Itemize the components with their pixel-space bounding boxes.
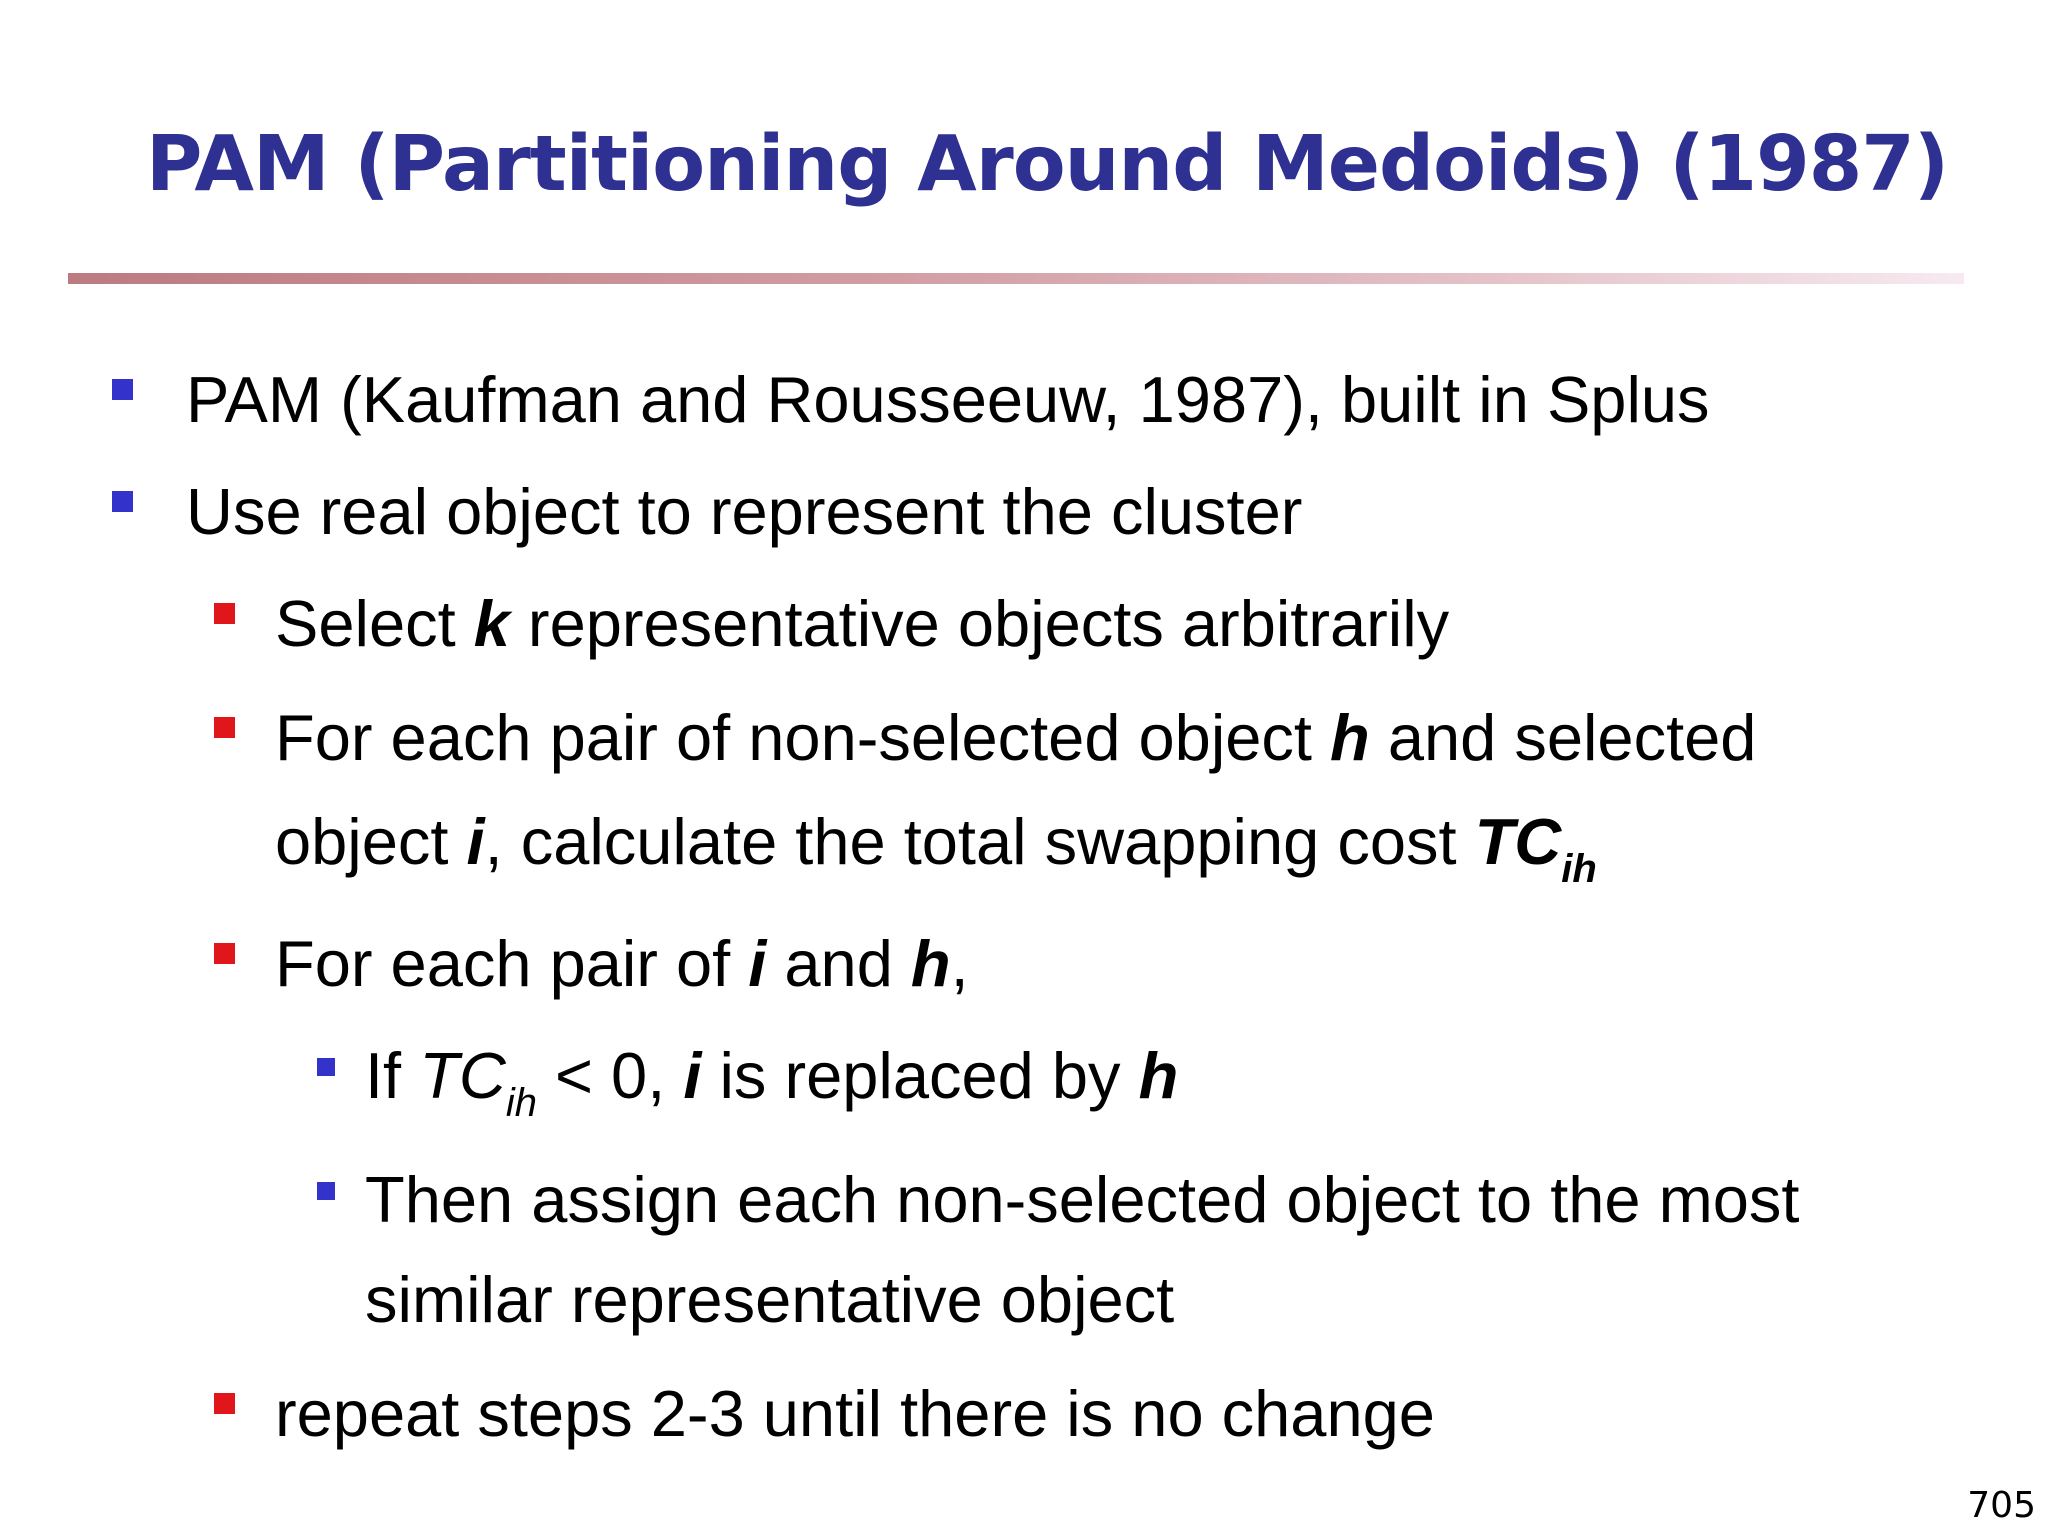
bullet-text: For each pair of i and h, bbox=[275, 927, 969, 1000]
sub-bullet-item-4 bbox=[275, 1362, 1435, 1466]
square-bullet-icon bbox=[214, 603, 235, 624]
square-bullet-icon bbox=[214, 943, 235, 964]
bullet-text: If $TC_{ih} < 0$, i is replaced by h bbox=[365, 1039, 1179, 1125]
square-bullet-icon bbox=[317, 1058, 335, 1076]
bullet-text: For each pair of non-selected object h and selected bbox=[275, 701, 1757, 774]
slide-title: PAM (Partitioning Around Medoids) (1987) bbox=[146, 120, 1949, 209]
sub-bullet-item-3 bbox=[275, 912, 969, 1016]
square-bullet-icon bbox=[112, 379, 133, 400]
bullet-item-1 bbox=[186, 348, 1710, 452]
bullet-text: similar representative object bbox=[365, 1263, 1175, 1336]
bullet-item-2 bbox=[186, 460, 1302, 564]
square-bullet-icon bbox=[214, 717, 235, 738]
sub-bullet-item-2-continuation bbox=[275, 790, 1597, 903]
bullet-text: Select k representative objects arbitrarily bbox=[275, 587, 1450, 660]
sub-sub-bullet-item-1 bbox=[365, 1024, 1178, 1137]
page-number: 705 bbox=[1967, 1485, 2036, 1526]
square-bullet-icon bbox=[317, 1182, 335, 1200]
bullet-text: Then assign each non-selected object to the most bbox=[365, 1163, 1800, 1236]
bullet-text: PAM (Kaufman and Rousseeuw, 1987), built in Splus bbox=[186, 363, 1710, 436]
bullet-text: object i, calculate the total swapping cost $TC_{ih}$ bbox=[275, 805, 1597, 891]
square-bullet-icon bbox=[214, 1393, 235, 1414]
square-bullet-icon bbox=[112, 491, 133, 512]
sub-bullet-item-2 bbox=[275, 686, 1756, 790]
bullet-text: repeat steps 2-3 until there is no change bbox=[275, 1377, 1435, 1450]
bullet-text: Use real object to represent the cluster bbox=[186, 475, 1303, 548]
sub-sub-bullet-item-2-continuation bbox=[365, 1248, 1174, 1352]
sub-bullet-item-1 bbox=[275, 572, 1449, 676]
sub-sub-bullet-item-2 bbox=[365, 1148, 1799, 1252]
